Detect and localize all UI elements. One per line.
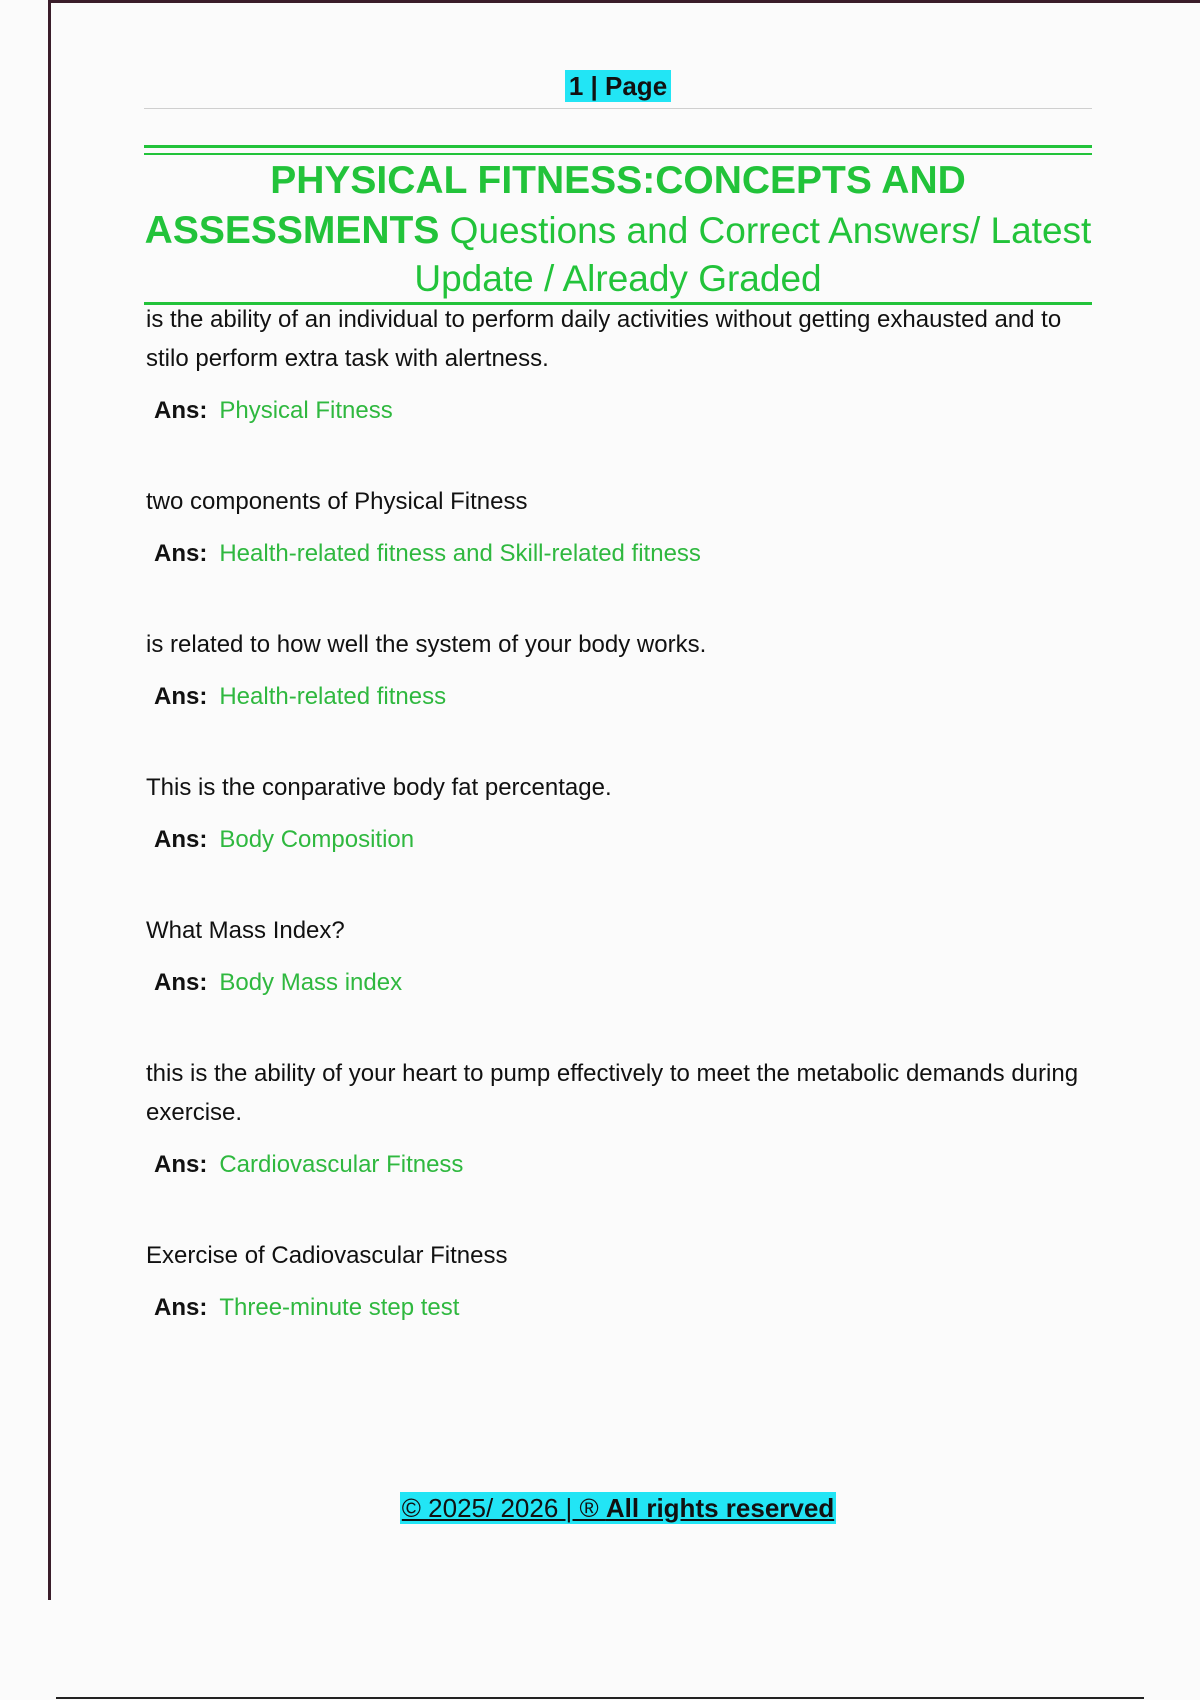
title-subtitle-text: Questions and Correct Answers/ Latest Update / Already Graded	[414, 210, 1092, 299]
answer-label: Ans:	[154, 1151, 208, 1178]
answer-label: Ans:	[154, 397, 208, 424]
page-number-label: 1 | Page	[565, 70, 671, 102]
answer-label: Ans:	[154, 826, 208, 853]
bottom-rule	[56, 1697, 1144, 1699]
answer-text: Physical Fitness	[219, 397, 393, 424]
answer-line	[154, 967, 1092, 999]
answer-line	[154, 1292, 1092, 1324]
question-text: What Mass Index?	[146, 917, 345, 944]
answer-line	[154, 824, 1092, 856]
qa-item	[144, 768, 1092, 856]
qa-list	[144, 300, 1092, 1379]
page-header	[144, 70, 1092, 102]
answer-line	[154, 1149, 1092, 1181]
answer-line	[154, 538, 1092, 570]
qa-item	[144, 1236, 1092, 1324]
question-text: is related to how well the system of your body works.	[146, 631, 707, 658]
answer-text: Three-minute step test	[219, 1294, 460, 1321]
answer-label: Ans:	[154, 540, 208, 567]
answer-text: Body Mass index	[219, 969, 403, 996]
title-rule-top-thin	[144, 153, 1092, 155]
answer-text: Health-related fitness and Skill-related fitness	[219, 540, 701, 567]
qa-item	[144, 1054, 1092, 1181]
copyright-notice	[400, 1492, 836, 1524]
question-text: two components of Physical Fitness	[146, 488, 528, 515]
answer-text: Cardiovascular Fitness	[219, 1151, 464, 1178]
page-left-border	[48, 0, 51, 1600]
header-divider	[144, 108, 1092, 109]
answer-line	[154, 395, 1092, 427]
question-text: This is the conparative body fat percentage.	[146, 774, 612, 801]
qa-item	[144, 482, 1092, 570]
answer-label: Ans:	[154, 1294, 208, 1321]
qa-item	[144, 625, 1092, 713]
answer-text: Health-related fitness	[219, 683, 447, 710]
title-bold-text: PHYSICAL FITNESS:CONCEPTS AND ASSESSMENTS	[144, 159, 966, 252]
answer-label: Ans:	[154, 969, 208, 996]
page-footer	[144, 1492, 1092, 1524]
qa-item	[144, 300, 1092, 427]
page-top-border	[48, 0, 1200, 3]
rights-reserved: All rights reserved	[605, 1493, 835, 1523]
document-title	[144, 156, 1092, 302]
title-rule-top	[144, 145, 1092, 148]
answer-label: Ans:	[154, 683, 208, 710]
copyright-years: © 2025/ 2026 | ®	[401, 1493, 606, 1523]
answer-text: Body Composition	[219, 826, 415, 853]
question-text: this is the ability of your heart to pump effectively to meet the metabolic demands during exercise.	[146, 1060, 1079, 1126]
qa-item	[144, 911, 1092, 999]
question-text: Exercise of Cadiovascular Fitness	[146, 1242, 508, 1269]
question-text: is the ability of an individual to perform daily activities without getting exhausted and to stilo perform extra task with alertness.	[146, 306, 1062, 372]
answer-line	[154, 681, 1092, 713]
